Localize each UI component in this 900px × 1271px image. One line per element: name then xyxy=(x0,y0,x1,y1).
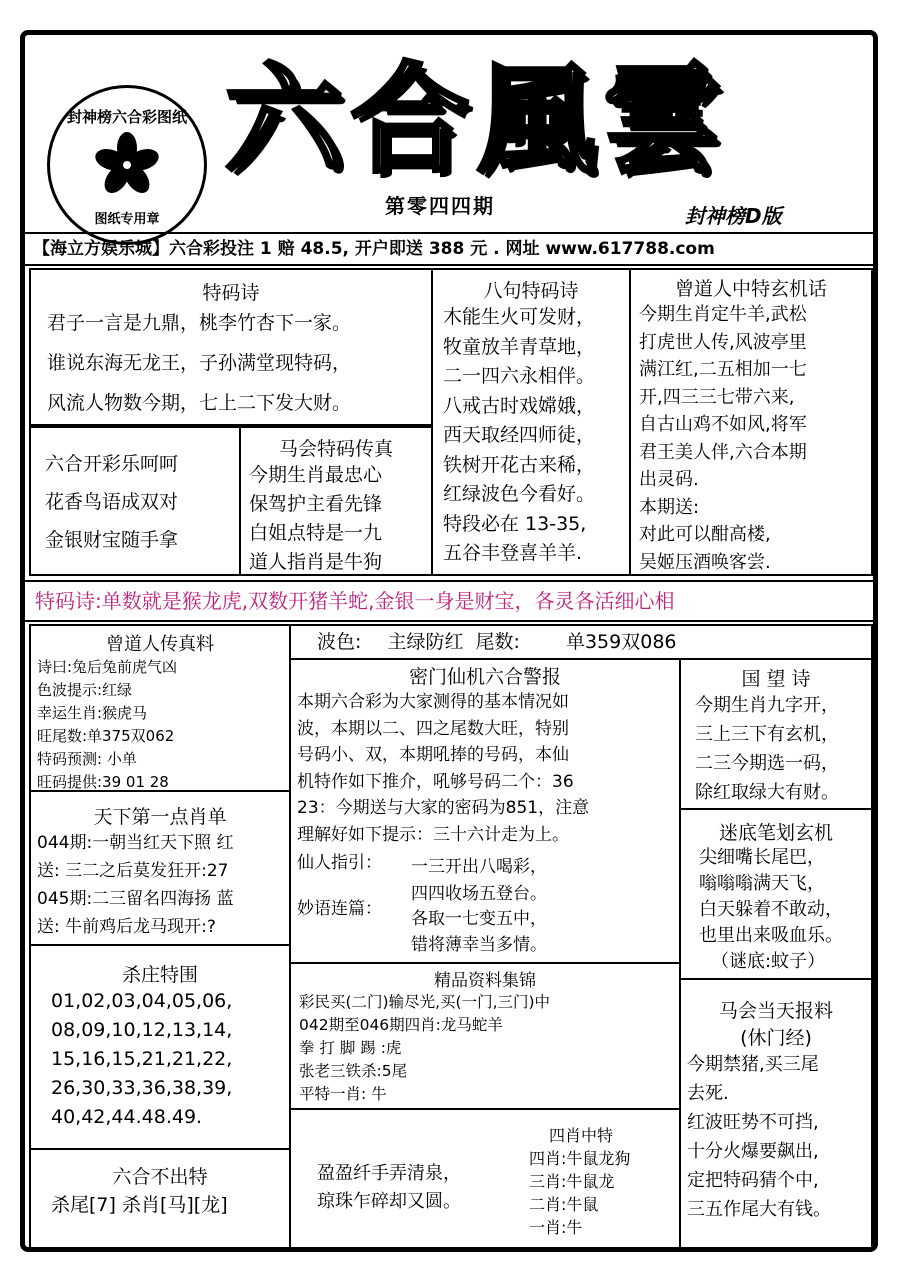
no-show-line: 杀尾[7] 杀肖[马][龙] xyxy=(51,1194,228,1216)
ad-banner[interactable]: 【海立方娱乐城】六合彩投注 1 赔 48.5, 开户即送 388 元 . 网址 www.617788.com xyxy=(25,232,873,266)
wave-value: 主绿防红 xyxy=(387,631,464,653)
secret-line: 波，本期以二、四之尾数大旺，特别 xyxy=(297,718,569,739)
riddle-title: 迷底笔划玄机 xyxy=(718,822,833,844)
kill-zone-title: 杀庄特围 xyxy=(121,964,198,986)
verse-line: 各取一七变五中， xyxy=(411,909,547,929)
four-zodiac-line: 一肖:牛 xyxy=(529,1218,583,1237)
issue-number: 第零四四期 xyxy=(385,194,495,218)
zeng-fax xyxy=(29,624,291,792)
four-zodiac-title: 四肖中特 xyxy=(549,1126,614,1145)
horse-club-fax xyxy=(239,426,433,576)
top-one-title: 天下第一点肖单 xyxy=(93,806,227,828)
kill-line: 40,42,44.48.49. xyxy=(51,1106,203,1128)
horse-club-line: 白姐点特是一九 xyxy=(249,522,383,544)
special-code-poem xyxy=(29,268,433,426)
fax-line: 特码预测: 小单 xyxy=(37,750,137,768)
top-one-line: 送: 牛前鸡后龙马现开:? xyxy=(37,917,216,937)
mystery-line: 君王美人伴,六合本期 xyxy=(639,441,807,463)
mystery-line: 对此可以酣高楼, xyxy=(639,524,771,545)
mystery-line: 今期生肖定牛羊,武松 xyxy=(639,304,807,325)
horse-club-line: 保驾护主看先锋 xyxy=(249,493,383,515)
tail-value: 单359双086 xyxy=(565,631,677,653)
four-zodiac-line: 三肖:牛鼠龙 xyxy=(529,1172,615,1191)
eight-line: 牧童放羊青草地， xyxy=(443,335,596,358)
guowang-poem xyxy=(679,658,873,810)
four-zodiac xyxy=(529,1124,679,1239)
guowang-line: 三上三下有玄机， xyxy=(695,724,839,745)
eight-line: 八戒古时戏嫦娥， xyxy=(443,394,596,417)
riddle-line: 也里出来吸血乐。 xyxy=(699,925,843,946)
kill-line: 01,02,03,04,05,06, xyxy=(51,990,233,1012)
verse-label: 妙语连篇： xyxy=(297,899,382,919)
horse-report-line: 今期禁猪,买三尾 xyxy=(687,1054,819,1075)
kill-line: 15,16,15,21,21,22, xyxy=(51,1048,233,1070)
guowang-line: 今期生肖九字开， xyxy=(695,695,839,716)
tail-label: 尾数: xyxy=(475,631,520,653)
hint-line: 一三开出八喝彩， xyxy=(411,857,547,877)
fax-line: 幸运生肖:猴虎马 xyxy=(37,704,148,722)
horse-club-line: 道人指肖是牛狗 xyxy=(249,551,383,573)
mystery-line: 打虎世人传,风波亭里 xyxy=(639,331,807,353)
wave-label: 波色: xyxy=(317,631,362,653)
bottom-poem-line: 盈盈纤手弄清泉， xyxy=(317,1163,461,1184)
collection-title: 精品资料集锦 xyxy=(434,971,536,991)
eight-line: 木能生火可发财， xyxy=(443,306,596,328)
bottom-poem-box xyxy=(289,1108,681,1252)
top-one-line: 045期:二三留名四海扬 蓝 xyxy=(37,889,234,909)
eight-line: 二一四六永相伴。 xyxy=(443,365,596,387)
guowang-line: 二三今期选一码， xyxy=(695,753,839,774)
eight-line: 铁树开花古来稀， xyxy=(443,453,596,476)
fax-line: 色波提示:红绿 xyxy=(37,681,133,699)
eight-line: 特段必在 13-35, xyxy=(443,512,587,535)
secret-title: 密门仙机六合警报 xyxy=(408,666,561,688)
riddle-line: 嗡嗡嗡满天飞， xyxy=(699,873,825,894)
main-title: 六合風雲 xyxy=(225,50,730,189)
secret-line: 理解好如下提示：三十六计走为上。 xyxy=(297,824,569,845)
stamp-text: 封神榜六合彩图纸 xyxy=(66,108,187,126)
bottom-poem-line: 琼珠乍碎却又圆。 xyxy=(317,1191,461,1212)
horse-report xyxy=(679,978,873,1252)
fax-line: 旺码提供:39 01 28 xyxy=(37,773,169,791)
mystery-line: 满江红,二五相加一七 xyxy=(639,359,807,380)
four-zodiac-line: 二肖:牛鼠 xyxy=(529,1195,599,1214)
zeng-fax-title: 曾道人传真料 xyxy=(106,634,214,655)
zeng-mystery xyxy=(629,268,873,576)
collection-line: 042期至046期四肖:龙马蛇羊 xyxy=(299,1016,503,1034)
kill-line: 08,09,10,12,13,14, xyxy=(51,1019,233,1041)
fax-line: 旺尾数:单375双062 xyxy=(37,727,175,745)
four-zodiac-line: 四肖:牛鼠龙狗 xyxy=(529,1149,631,1168)
eight-line: 西天取经四师徒， xyxy=(443,424,596,446)
collection-line: 彩民买(二门)输尽光,买(一门,三门)中 xyxy=(299,993,551,1011)
top-one-line: 送: 三二之后莫发狂开:27 xyxy=(37,861,229,881)
guowang-title: 国 望 诗 xyxy=(741,668,811,690)
eight-line: 红绿波色今看好。 xyxy=(443,483,596,505)
zeng-mystery-title: 曾道人中特玄机话 xyxy=(674,278,827,300)
secret-line: 本期六合彩为大家测得的基本情况如 xyxy=(297,692,569,712)
pink-banner: 特码诗:单数就是猴龙虎,双数开猪羊蛇,金银一身是财宝，各灵各活细心相 xyxy=(25,580,873,622)
edition-label: 封神榜D版 xyxy=(685,204,782,228)
mystery-line: 本期送: xyxy=(639,496,700,518)
stamp-bottom-text: 图纸专用章 xyxy=(94,212,160,227)
horse-club-fax-title: 马会特码传真 xyxy=(278,438,393,460)
mystery-line: 开,四三三七带六来, xyxy=(639,386,795,408)
secret-line: 23：今期送与大家的密码为851，注意 xyxy=(297,798,590,818)
top-one-zodiac xyxy=(29,790,291,946)
page-frame xyxy=(20,30,878,1252)
horse-report-line: 三五作尾大有钱。 xyxy=(687,1199,831,1220)
stamp xyxy=(47,85,207,245)
bauhinia-logo xyxy=(92,130,162,200)
special-code-poem-title: 特码诗 xyxy=(202,282,260,304)
mystery-line: 吴姬压酒唤客尝. xyxy=(639,551,771,573)
horse-report-line: 定把特码猜个中, xyxy=(687,1170,819,1191)
mystery-line: 自古山鸡不如风,将军 xyxy=(639,414,807,435)
kill-zone xyxy=(29,944,291,1150)
hint-line: 四四收场五登台。 xyxy=(411,884,547,904)
no-show-special xyxy=(29,1148,291,1252)
collection-line: 张老三铁杀:5尾 xyxy=(299,1062,408,1080)
mystery-line: 出灵码. xyxy=(639,469,699,490)
kill-line: 26,30,33,36,38,39, xyxy=(51,1077,233,1099)
horse-club-line: 今期生肖最忠心 xyxy=(249,464,383,486)
poem-line: 风流人物数今期，七上二下发大财。 xyxy=(47,392,352,414)
secret-line: 号码小、双，本期吼捧的号码，本仙 xyxy=(297,745,569,765)
riddle-line: 尖细嘴长尾巴， xyxy=(699,847,825,868)
poem-line: 六合开彩乐呵呵 xyxy=(45,453,179,475)
riddle-answer: （谜底:蚊子） xyxy=(711,951,826,972)
top-one-line: 044期:一朝当红天下照 红 xyxy=(37,833,234,853)
eight-line: 五谷丰登喜羊羊. xyxy=(443,542,583,564)
horse-report-subtitle: (休门经) xyxy=(740,1027,812,1049)
horse-report-line: 红波旺势不可挡, xyxy=(687,1112,819,1133)
poem-line: 金银财宝随手拿 xyxy=(45,529,179,551)
secret-alert xyxy=(289,658,681,964)
wave-color-line xyxy=(289,624,873,660)
no-show-title: 六合不出特 xyxy=(112,1166,208,1188)
verse-line: 错将薄幸当多情。 xyxy=(411,935,547,955)
collection-box xyxy=(289,962,681,1110)
hint-label: 仙人指引： xyxy=(297,853,382,873)
eight-line-poem-title: 八句特码诗 xyxy=(483,280,579,302)
lottery-poem xyxy=(29,426,241,576)
riddle-box xyxy=(679,808,873,980)
guowang-line: 除红取绿大有财。 xyxy=(695,782,839,803)
secret-line: 机特作如下推介，吼够号码二个：36 xyxy=(297,771,574,792)
horse-report-line: 十分火爆要飙出, xyxy=(687,1141,819,1162)
collection-line: 平特一肖: 牛 xyxy=(299,1085,387,1103)
collection-line: 拳 打 脚 踢 :虎 xyxy=(299,1039,402,1057)
horse-report-title: 马会当天报料 xyxy=(718,1000,833,1022)
poem-line: 花香鸟语成双对 xyxy=(45,491,179,513)
poem-line: 谁说东海无龙王，子孙满堂现特码， xyxy=(47,352,352,374)
riddle-line: 白天躲着不敢动， xyxy=(699,899,843,920)
eight-line-poem xyxy=(431,268,631,576)
horse-report-line: 去死. xyxy=(687,1083,729,1104)
fax-line: 诗曰:兔后兔前虎气凶 xyxy=(37,658,178,676)
poem-line: 君子一言是九鼎，桃李竹杏下一家。 xyxy=(47,312,352,334)
